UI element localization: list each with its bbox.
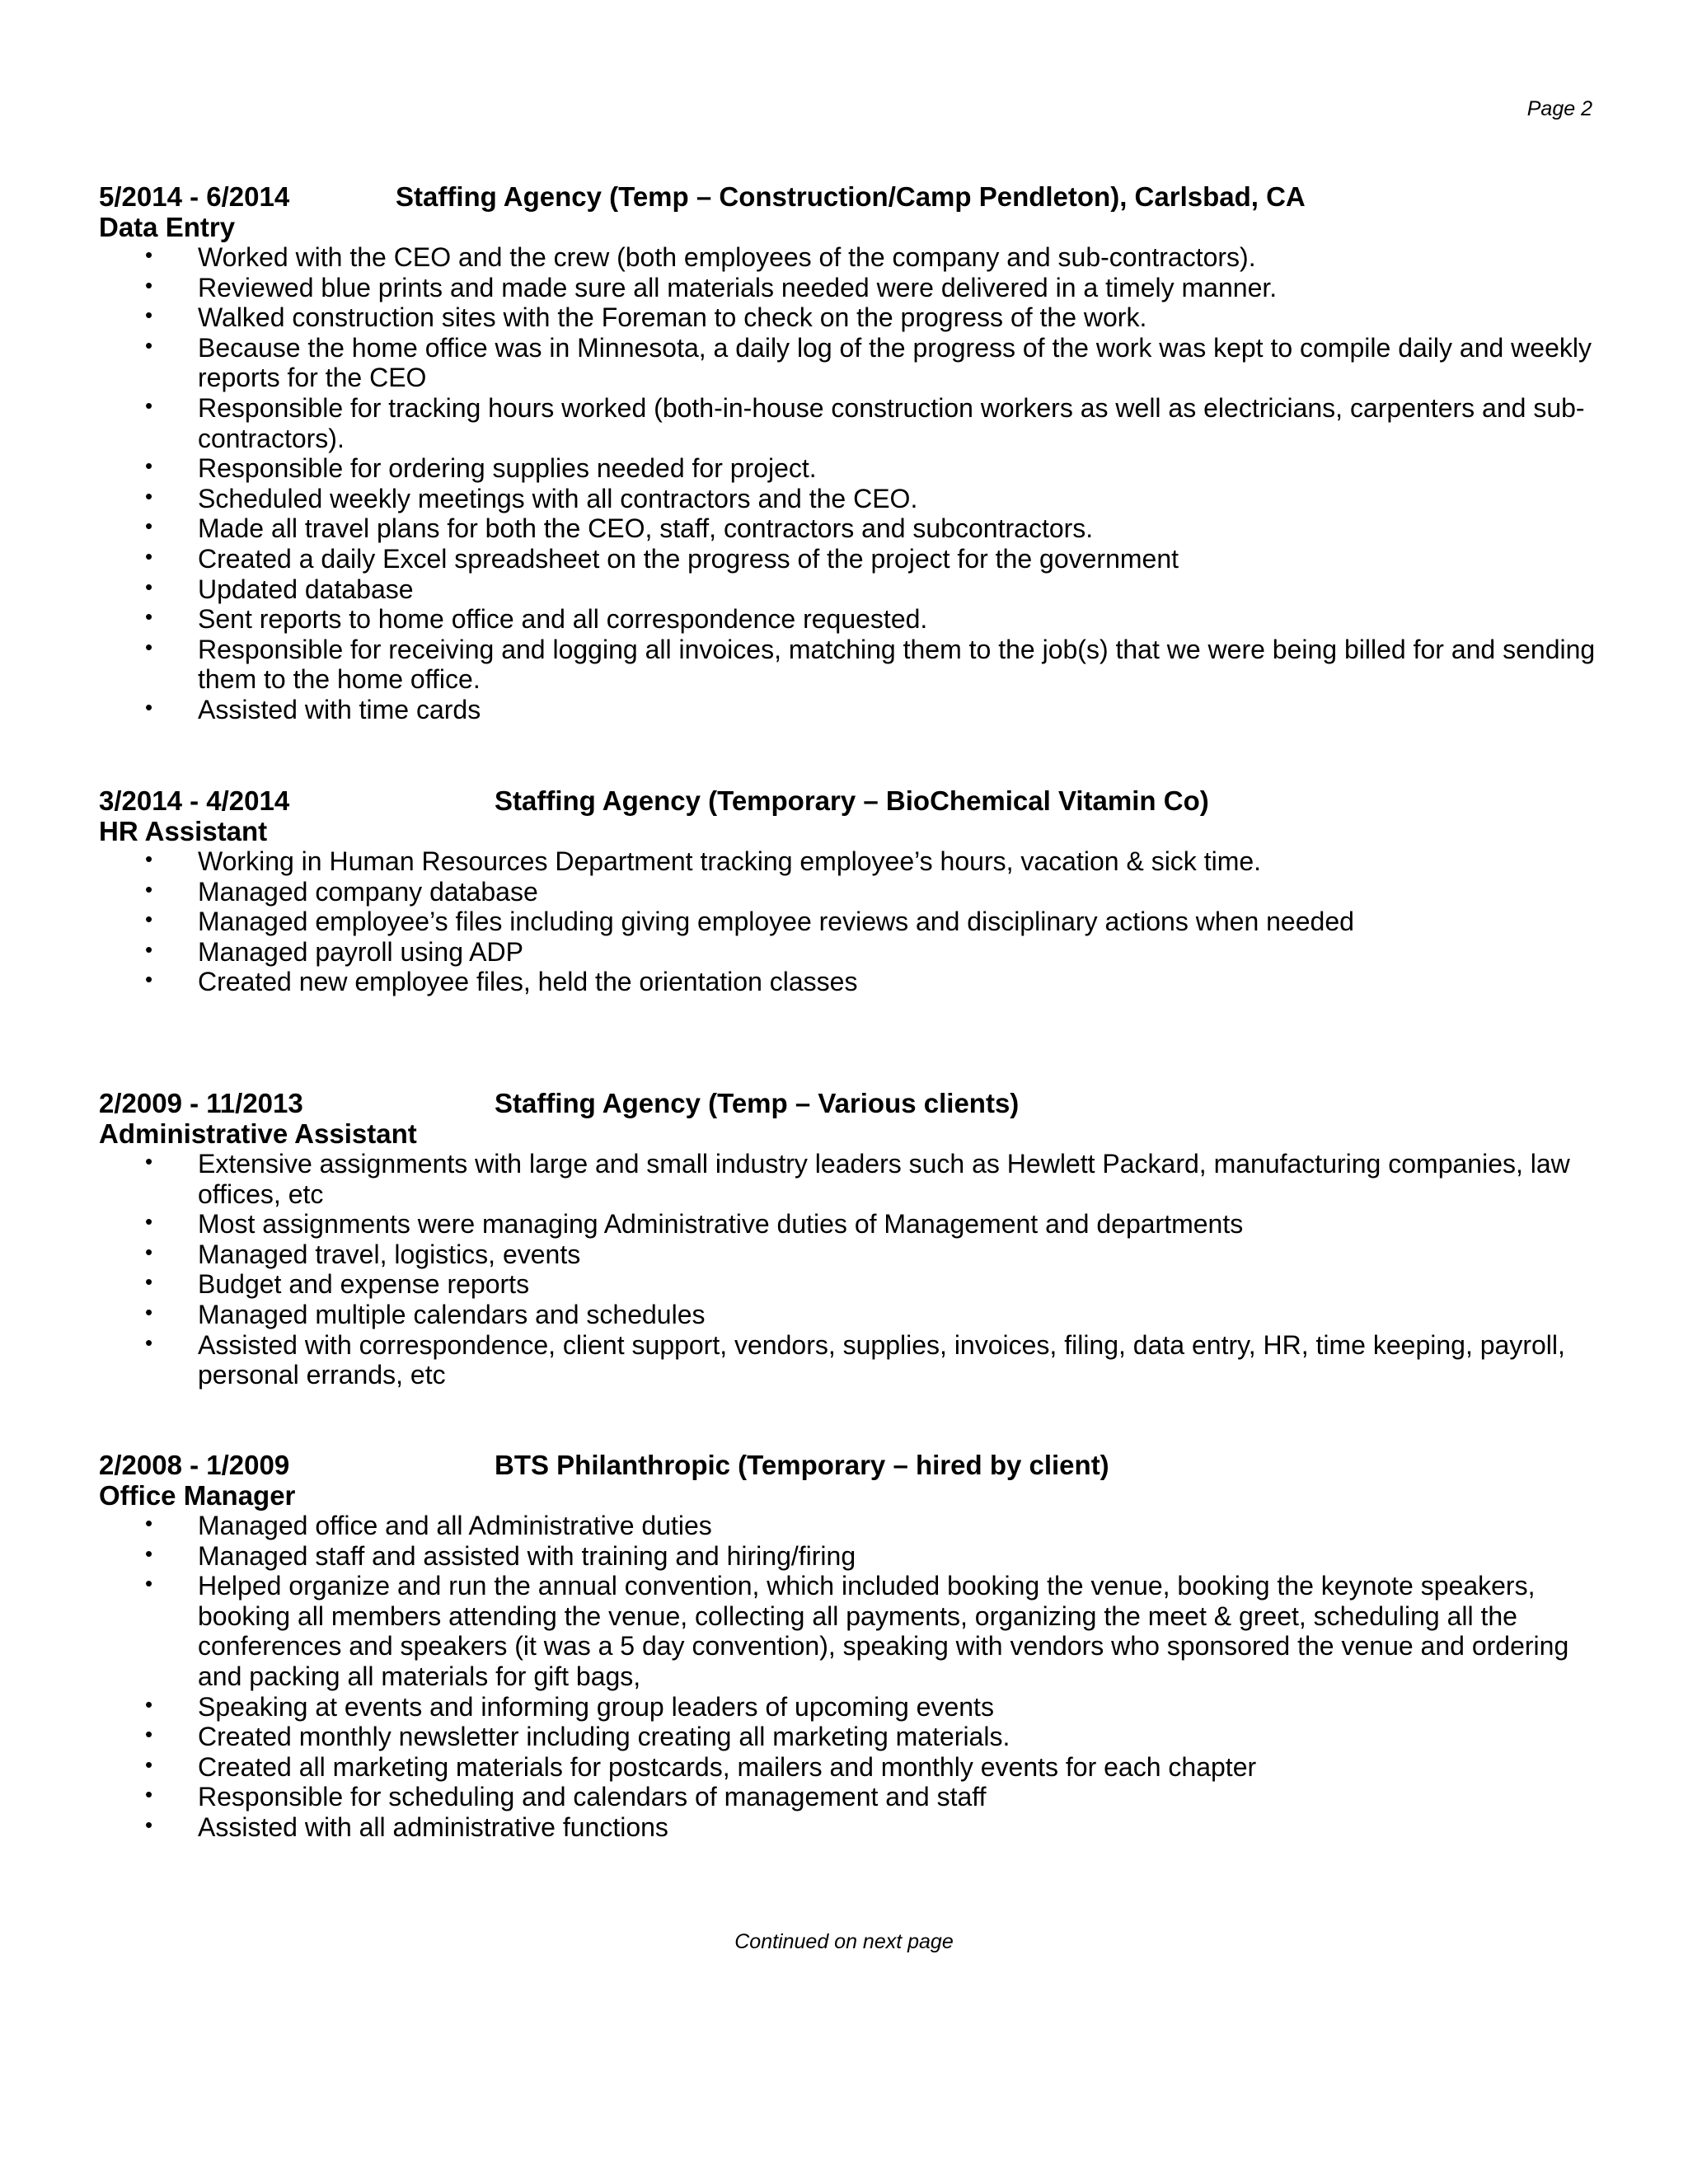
list-item-text: Reviewed blue prints and made sure all materials needed were delivered in a timely manner. [198, 272, 1278, 302]
job-title: Administrative Assistant [99, 1118, 417, 1149]
list-item-text: Walked construction sites with the Foreman to check on the progress of the work. [198, 302, 1147, 333]
list-item [99, 333, 1607, 393]
list-item [99, 242, 1607, 273]
job-employer: BTS Philanthropic (Temporary – hired by client) [495, 1450, 1109, 1480]
job-title: Office Manager [99, 1480, 296, 1511]
responsibility-list [99, 846, 1607, 997]
list-item [99, 846, 1607, 877]
list-item [99, 635, 1607, 695]
list-item-text: Made all travel plans for both the CEO, staff, contractors and subcontractors. [198, 513, 1094, 544]
job-entry [99, 785, 1607, 997]
list-item-text: Managed payroll using ADP [198, 936, 523, 967]
bullet-icon: • [145, 936, 153, 962]
list-item [99, 907, 1607, 937]
bullet-icon: • [145, 876, 153, 902]
list-item-text: Helped organize and run the annual convention, which included booking the venue, booking the keynote speakers, booking all members attending the venue, collecting all payments, organizing the meet & greet, scheduling all the conferences and speakers (it was a 5 day convention), speaking with vendors who sponsored the venue and ordering and packing all materials for gift bags, [198, 1571, 1569, 1691]
job-employer: Staffing Agency (Temp – Various clients) [495, 1088, 1020, 1118]
list-item [99, 1240, 1607, 1270]
list-item [99, 1812, 1607, 1843]
bullet-icon: • [145, 1239, 153, 1264]
bullet-icon: • [145, 846, 153, 871]
bullet-icon: • [145, 1329, 153, 1355]
list-item-text: Scheduled weekly meetings with all contractors and the CEO. [198, 483, 918, 513]
list-item-text: Budget and expense reports [198, 1269, 530, 1300]
list-item-text: Managed employee’s files including giving employee reviews and disciplinary actions when needed [198, 907, 1354, 937]
responsibility-list [99, 1149, 1607, 1390]
bullet-icon: • [145, 272, 153, 298]
bullet-icon: • [145, 242, 153, 267]
page-number: Page 2 [1526, 97, 1592, 120]
list-item [99, 513, 1607, 544]
list-item [99, 967, 1607, 997]
list-item [99, 1722, 1607, 1752]
list-item-text: Because the home office was in Minnesota, a daily log of the progress of the work was kept to compile daily and weekly reports for the CEO [198, 332, 1592, 393]
list-item [99, 1269, 1607, 1300]
list-item-text: Working in Human Resources Department tracking employee’s hours, vacation & sick time. [198, 846, 1262, 876]
list-item [99, 1209, 1607, 1240]
list-item [99, 937, 1607, 968]
list-item-text: Speaking at events and informing group leaders of upcoming events [198, 1691, 994, 1722]
bullet-icon: • [145, 1149, 153, 1174]
list-item [99, 1541, 1607, 1572]
job-title: HR Assistant [99, 816, 268, 846]
bullet-icon: • [145, 1299, 153, 1324]
job-entry [99, 181, 1607, 725]
job-header [99, 1088, 1607, 1118]
job-dates: 2/2008 - 1/2009 [99, 1450, 290, 1480]
list-item [99, 302, 1607, 333]
bullet-icon: • [145, 483, 153, 509]
bullet-icon: • [145, 694, 153, 719]
list-item-text: Created all marketing materials for postcards, mailers and monthly events for each chapter [198, 1751, 1257, 1782]
list-item [99, 1511, 1607, 1541]
list-item-text: Responsible for ordering supplies needed for project. [198, 453, 817, 484]
list-item [99, 604, 1607, 635]
list-item [99, 1782, 1607, 1812]
list-item [99, 877, 1607, 907]
job-header [99, 785, 1607, 816]
job-dates: 5/2014 - 6/2014 [99, 181, 290, 212]
list-item-text: Managed office and all Administrative duties [198, 1511, 712, 1540]
list-item-text: Created new employee files, held the orientation classes [198, 967, 858, 997]
list-item [99, 273, 1607, 303]
job-dates: 2/2009 - 11/2013 [99, 1088, 303, 1118]
bullet-icon: • [145, 967, 153, 992]
list-item-text: Worked with the CEO and the crew (both employees of the company and sub-contractors). [198, 242, 1256, 272]
bullet-icon: • [145, 1811, 153, 1837]
responsibility-list [99, 242, 1607, 725]
list-item-text: Managed staff and assisted with training and hiring/firing [198, 1540, 856, 1571]
bullet-icon: • [145, 1782, 153, 1807]
list-item [99, 453, 1607, 484]
list-item [99, 574, 1607, 605]
bullet-icon: • [145, 453, 153, 479]
list-item-text: Assisted with all administrative functions [198, 1811, 668, 1842]
job-header [99, 1450, 1607, 1480]
list-item [99, 1149, 1607, 1209]
list-item [99, 1300, 1607, 1330]
bullet-icon: • [145, 513, 153, 539]
list-item-text: Managed travel, logistics, events [198, 1239, 581, 1269]
continued-note: Continued on next page [734, 1930, 954, 1953]
bullet-icon: • [145, 392, 153, 418]
list-item-text: Most assignments were managing Administrative duties of Management and departments [198, 1209, 1244, 1240]
list-item [99, 1752, 1607, 1783]
bullet-icon: • [145, 1269, 153, 1295]
list-item-text: Assisted with correspondence, client support, vendors, supplies, invoices, filing, data entry, HR, time keeping, payroll, personal errands, etc [198, 1329, 1565, 1390]
bullet-icon: • [145, 332, 153, 358]
bullet-icon: • [145, 604, 153, 630]
list-item-text: Created a daily Excel spreadsheet on the progress of the project for the government [198, 543, 1179, 574]
responsibility-list [99, 1511, 1607, 1843]
list-item-text: Managed multiple calendars and schedules [198, 1299, 706, 1329]
list-item-text: Created monthly newsletter including creating all marketing materials. [198, 1722, 1010, 1752]
bullet-icon: • [145, 1691, 153, 1717]
list-item-text: Responsible for scheduling and calendars of management and staff [198, 1782, 987, 1812]
job-dates: 3/2014 - 4/2014 [99, 785, 290, 816]
list-item [99, 1571, 1607, 1691]
bullet-icon: • [145, 1511, 153, 1535]
bullet-icon: • [145, 1571, 153, 1596]
list-item [99, 1330, 1607, 1390]
list-item [99, 695, 1607, 725]
bullet-icon: • [145, 907, 153, 932]
list-item-text: Extensive assignments with large and small industry leaders such as Hewlett Packard, manufacturing companies, law offices, etc [198, 1149, 1570, 1209]
bullet-icon: • [145, 634, 153, 659]
job-entry [99, 1450, 1607, 1843]
bullet-icon: • [145, 1209, 153, 1235]
bullet-icon: • [145, 543, 153, 569]
list-item-text: Assisted with time cards [198, 694, 481, 724]
bullet-icon: • [145, 574, 153, 599]
job-employer: Staffing Agency (Temporary – BioChemical Vitamin Co) [495, 785, 1209, 816]
bullet-icon: • [145, 1751, 153, 1777]
list-item-text: Managed company database [198, 876, 538, 907]
list-item-text: Updated database [198, 574, 414, 604]
bullet-icon: • [145, 1722, 153, 1747]
list-item-text: Responsible for tracking hours worked (both-in-house construction workers as well as electricians, carpenters and sub-contractors). [198, 392, 1585, 453]
list-item [99, 484, 1607, 514]
list-item [99, 544, 1607, 574]
list-item-text: Sent reports to home office and all correspondence requested. [198, 604, 928, 635]
job-title: Data Entry [99, 212, 236, 242]
list-item-text: Responsible for receiving and logging all invoices, matching them to the job(s) that we were being billed for and sending them to the home office. [198, 634, 1596, 695]
job-employer: Staffing Agency (Temp – Construction/Camp Pendleton), Carlsbad, CA [396, 181, 1306, 212]
list-item [99, 393, 1607, 453]
list-item [99, 1692, 1607, 1722]
bullet-icon: • [145, 302, 153, 328]
job-header [99, 181, 1607, 212]
bullet-icon: • [145, 1540, 153, 1566]
job-entry [99, 1088, 1607, 1390]
